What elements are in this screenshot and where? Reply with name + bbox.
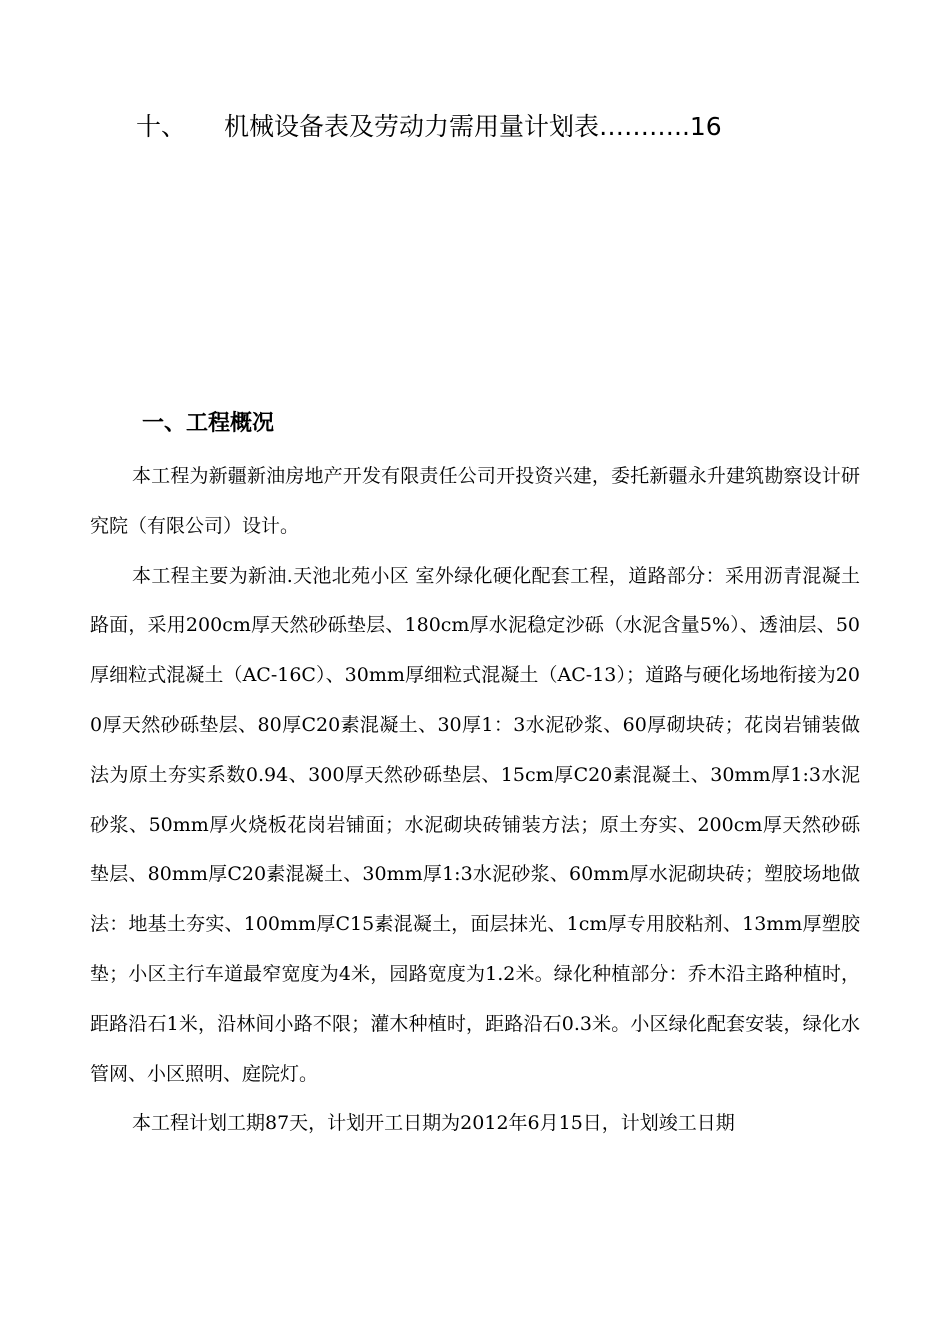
toc-entry (136, 110, 722, 144)
paragraph-3: 本工程计划工期87天，计划开工日期为2012年6月15日，计划竣工日期 (132, 1112, 735, 1135)
toc-entry-title: 机械设备表及劳动力需用量计划表………..16 (224, 112, 722, 141)
paragraph-1: 本工程为新疆新油房地产开发有限责任公司开投资兴建，委托新疆永升建筑勘察设计研究院（有限公司）设计。 (90, 465, 860, 537)
section-heading: 一、工程概况 (142, 411, 275, 436)
paragraph-2: 本工程主要为新油.天池北苑小区 室外绿化硬化配套工程，道路部分：采用沥青混凝土路面，采用200cm厚天然砂砾垫层、180cm厚水泥稳定沙砾（水泥含量5%）、透油层、50厚细粒式混凝土（AC-16C）、30mm厚细粒式混凝土（AC-13）；道路与硬化场地衔接为200厚天然砂砾垫层、80厚C20素混凝土、30厚1：3水泥砂浆、60厚砌块砖；花岗岩铺装做法为原土夯实系数0.94、300厚天然砂砾垫层、15cm厚C20素混凝土、30mm厚1:3水泥砂浆、50mm厚火烧板花岗岩铺面；水泥砌块砖铺装方法；原土夯实、200cm厚天然砂砾垫层、80mm厚C20素混凝土、30mm厚1:3水泥砂浆、60mm厚水泥砌块砖；塑胶场地做法：地基土夯实、100mm厚C15素混凝土，面层抹光、1cm厚专用胶粘剂、13mm厚塑胶垫；小区主行车道最窄宽度为4米，园路宽度为1.2米。绿化种植部分：乔木沿主路种植时，距路沿石1米，沿林间小路不限；灌木种植时，距路沿石0.3米。小区绿化配套安装，绿化水管网、小区照明、庭院灯。 (90, 564, 860, 1085)
toc-entry-number: 十、 (136, 112, 187, 141)
body-text (90, 452, 860, 1149)
